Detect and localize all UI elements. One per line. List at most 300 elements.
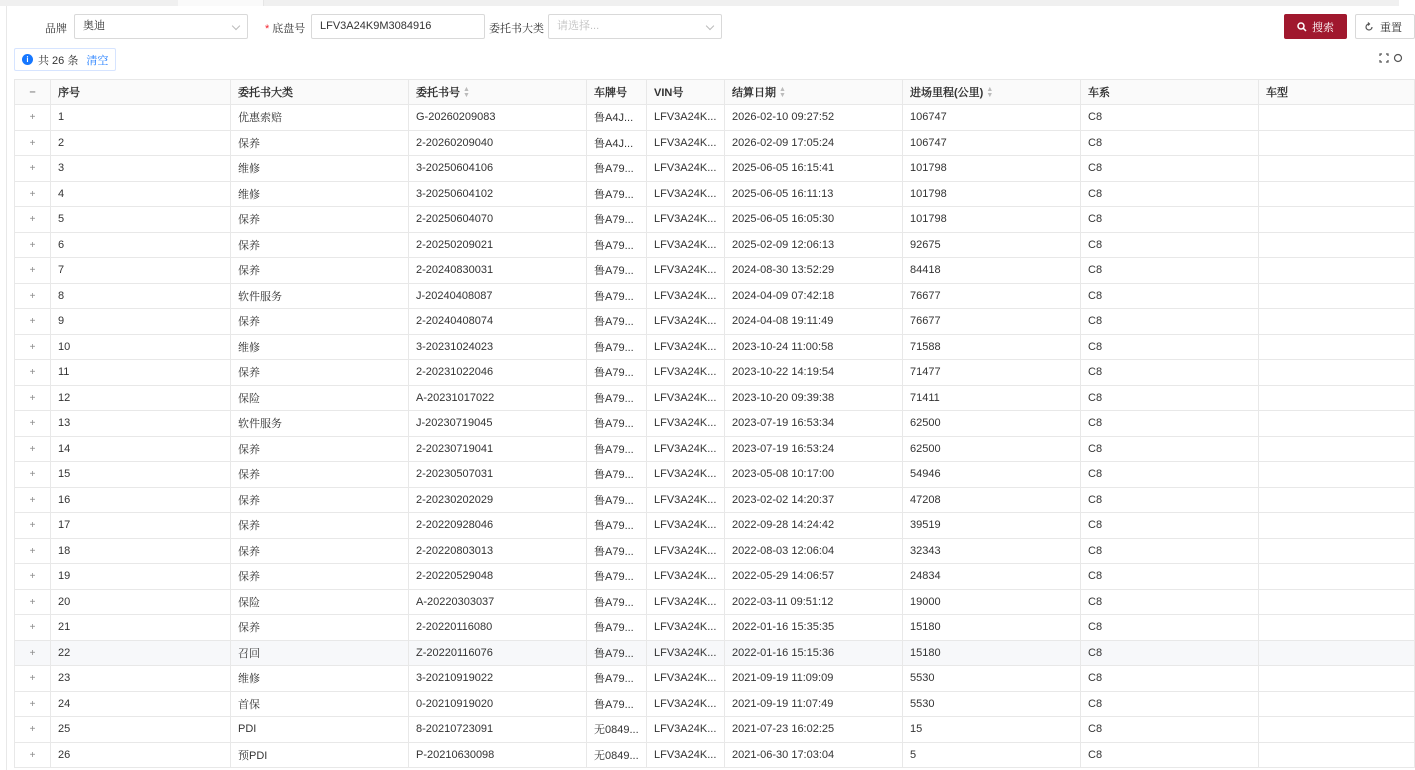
cell-mileage: 62500 (903, 436, 1081, 462)
cell-plate: 鲁A79... (587, 691, 647, 717)
cell-mileage: 106747 (903, 105, 1081, 131)
cell-mileage: 84418 (903, 258, 1081, 284)
table-row[interactable] (15, 538, 1415, 564)
plus-icon[interactable]: + (29, 265, 36, 277)
cell-category: 保养 (231, 309, 409, 335)
fullscreen-icon[interactable] (1379, 53, 1389, 63)
cell-order-no: 8-20210723091 (409, 717, 587, 743)
cell-order-no: 2-20240830031 (409, 258, 587, 284)
reset-icon (1364, 22, 1374, 32)
row-expand-toggle[interactable] (15, 691, 51, 717)
cell-category: 保险 (231, 385, 409, 411)
col-seq: 序号 (51, 80, 231, 105)
cell-category: 维修 (231, 334, 409, 360)
plus-icon[interactable]: + (29, 392, 36, 404)
page (6, 6, 1402, 770)
cell-mileage: 101798 (903, 181, 1081, 207)
cell-category: 保养 (231, 487, 409, 513)
table-row[interactable] (15, 232, 1415, 258)
cell-settle-date: 2023-10-24 11:00:58 (725, 334, 903, 360)
cell-settle-date: 2022-09-28 14:24:42 (725, 513, 903, 539)
cell-series: C8 (1081, 640, 1259, 666)
cell-series: C8 (1081, 207, 1259, 233)
cell-category: 维修 (231, 666, 409, 692)
cell-seq: 10 (51, 334, 231, 360)
row-expand-toggle[interactable] (15, 742, 51, 768)
plus-icon[interactable]: + (29, 239, 36, 251)
table-row[interactable] (15, 334, 1415, 360)
plus-icon[interactable]: + (29, 724, 36, 736)
cell-settle-date: 2022-05-29 14:06:57 (725, 564, 903, 590)
table-row[interactable] (15, 156, 1415, 182)
plus-icon[interactable]: + (29, 545, 36, 557)
cell-mileage: 71411 (903, 385, 1081, 411)
cell-seq: 3 (51, 156, 231, 182)
table-row[interactable] (15, 487, 1415, 513)
cell-settle-date: 2024-08-30 13:52:29 (725, 258, 903, 284)
cell-mileage: 71477 (903, 360, 1081, 386)
cell-plate: 鲁A79... (587, 258, 647, 284)
row-expand-toggle[interactable] (15, 385, 51, 411)
cell-mileage: 5530 (903, 666, 1081, 692)
plus-icon[interactable]: + (29, 214, 36, 226)
cell-plate: 鲁A79... (587, 207, 647, 233)
cell-mileage: 106747 (903, 130, 1081, 156)
cell-seq: 11 (51, 360, 231, 386)
cell-model (1259, 436, 1415, 462)
row-expand-toggle[interactable] (15, 283, 51, 309)
cell-order-no: G-20260209083 (409, 105, 587, 131)
cell-category: 软件服务 (231, 283, 409, 309)
cell-settle-date: 2023-10-20 09:39:38 (725, 385, 903, 411)
cell-mileage: 19000 (903, 589, 1081, 615)
cell-plate: 鲁A79... (587, 283, 647, 309)
cell-seq: 14 (51, 436, 231, 462)
table-row[interactable] (15, 411, 1415, 437)
cell-category: 保养 (231, 207, 409, 233)
cell-plate: 无0849... (587, 717, 647, 743)
col-order-no[interactable] (409, 80, 587, 105)
sort-icon[interactable]: ▲ ▼ (779, 86, 786, 100)
row-expand-toggle[interactable] (15, 181, 51, 207)
cell-settle-date: 2025-06-05 16:15:41 (725, 156, 903, 182)
brand-value: 奥迪 (83, 20, 105, 32)
search-icon (1297, 22, 1307, 32)
cell-vin: LFV3A24K... (647, 513, 725, 539)
table-row[interactable] (15, 309, 1415, 335)
plus-icon[interactable]: + (29, 367, 36, 379)
cell-order-no: A-20220303037 (409, 589, 587, 615)
cell-plate: 鲁A79... (587, 640, 647, 666)
cell-settle-date: 2022-01-16 15:35:35 (725, 615, 903, 641)
table-row[interactable] (15, 258, 1415, 284)
row-expand-toggle[interactable] (15, 156, 51, 182)
cell-mileage: 5 (903, 742, 1081, 768)
cell-model (1259, 564, 1415, 590)
cell-plate: 鲁A4J... (587, 130, 647, 156)
cell-order-no: 2-20250209021 (409, 232, 587, 258)
table-row[interactable] (15, 742, 1415, 768)
cell-model (1259, 309, 1415, 335)
cell-settle-date: 2023-07-19 16:53:34 (725, 411, 903, 437)
cell-order-no: 2-20220529048 (409, 564, 587, 590)
plus-icon[interactable]: + (29, 112, 36, 124)
cell-mileage: 76677 (903, 309, 1081, 335)
cell-seq: 18 (51, 538, 231, 564)
row-expand-toggle[interactable] (15, 615, 51, 641)
cell-settle-date: 2021-07-23 16:02:25 (725, 717, 903, 743)
cell-category: 软件服务 (231, 411, 409, 437)
cell-settle-date: 2024-04-09 07:42:18 (725, 283, 903, 309)
row-expand-toggle[interactable] (15, 207, 51, 233)
cell-order-no: 2-20230507031 (409, 462, 587, 488)
plus-icon[interactable]: + (29, 647, 36, 659)
col-mileage[interactable] (903, 80, 1081, 105)
cell-seq: 2 (51, 130, 231, 156)
cell-vin: LFV3A24K... (647, 436, 725, 462)
cell-model (1259, 156, 1415, 182)
cell-model (1259, 615, 1415, 641)
plus-icon[interactable]: + (29, 520, 36, 532)
cell-order-no: 2-20240408074 (409, 309, 587, 335)
cell-series: C8 (1081, 258, 1259, 284)
clear-link[interactable]: 清空 (86, 54, 109, 67)
filter-bar (7, 14, 1400, 40)
cell-order-no: 2-20230202029 (409, 487, 587, 513)
cell-vin: LFV3A24K... (647, 411, 725, 437)
cell-plate: 鲁A79... (587, 436, 647, 462)
table-row[interactable] (15, 462, 1415, 488)
cell-series: C8 (1081, 385, 1259, 411)
category-placeholder: 请选择... (557, 20, 600, 32)
chevron-down-icon (232, 22, 240, 30)
cell-plate: 无0849... (587, 742, 647, 768)
cell-model (1259, 462, 1415, 488)
cell-settle-date: 2025-06-05 16:05:30 (725, 207, 903, 233)
cell-series: C8 (1081, 615, 1259, 641)
info-icon: i (22, 54, 33, 65)
cell-mileage: 47208 (903, 487, 1081, 513)
row-expand-toggle[interactable] (15, 564, 51, 590)
cell-plate: 鲁A79... (587, 334, 647, 360)
cell-seq: 26 (51, 742, 231, 768)
cell-seq: 8 (51, 283, 231, 309)
cell-settle-date: 2023-05-08 10:17:00 (725, 462, 903, 488)
cell-mileage: 71588 (903, 334, 1081, 360)
category-label: 委托书大类 (489, 23, 544, 35)
cell-settle-date: 2026-02-09 17:05:24 (725, 130, 903, 156)
cell-settle-date: 2025-06-05 16:11:13 (725, 181, 903, 207)
cell-mileage: 24834 (903, 564, 1081, 590)
col-model: 车型 (1259, 80, 1415, 105)
row-expand-toggle[interactable] (15, 640, 51, 666)
cell-model (1259, 360, 1415, 386)
cell-seq: 6 (51, 232, 231, 258)
plus-icon[interactable]: + (29, 698, 36, 710)
cell-vin: LFV3A24K... (647, 691, 725, 717)
cell-category: 保养 (231, 513, 409, 539)
cell-mileage: 15 (903, 717, 1081, 743)
row-expand-toggle[interactable] (15, 487, 51, 513)
col-settle-date[interactable] (725, 80, 903, 105)
plus-icon[interactable]: + (29, 622, 36, 634)
cell-order-no: 2-20220803013 (409, 538, 587, 564)
table-row[interactable] (15, 513, 1415, 539)
cell-vin: LFV3A24K... (647, 334, 725, 360)
plus-icon[interactable]: + (29, 137, 36, 149)
table-row[interactable] (15, 283, 1415, 309)
cell-settle-date: 2023-02-02 14:20:37 (725, 487, 903, 513)
cell-series: C8 (1081, 232, 1259, 258)
plus-icon[interactable]: + (29, 418, 36, 430)
cell-vin: LFV3A24K... (647, 181, 725, 207)
cell-category: 保养 (231, 538, 409, 564)
cell-vin: LFV3A24K... (647, 487, 725, 513)
cell-settle-date: 2023-10-22 14:19:54 (725, 360, 903, 386)
cell-vin: LFV3A24K... (647, 589, 725, 615)
cell-order-no: 0-20210919020 (409, 691, 587, 717)
cell-series: C8 (1081, 462, 1259, 488)
cell-order-no: 3-20231024023 (409, 334, 587, 360)
cell-seq: 7 (51, 258, 231, 284)
cell-mileage: 92675 (903, 232, 1081, 258)
row-expand-toggle[interactable] (15, 130, 51, 156)
search-button[interactable] (1284, 14, 1347, 39)
cell-order-no: 2-20260209040 (409, 130, 587, 156)
plus-icon[interactable]: + (29, 290, 36, 302)
row-expand-toggle[interactable] (15, 105, 51, 131)
plus-icon[interactable]: + (29, 469, 36, 481)
records-table (14, 79, 1415, 768)
cell-vin: LFV3A24K... (647, 105, 725, 131)
plus-icon[interactable]: + (29, 316, 36, 328)
cell-series: C8 (1081, 691, 1259, 717)
table-tools (1379, 53, 1399, 63)
col-category: 委托书大类 (231, 80, 409, 105)
table-row[interactable] (15, 666, 1415, 692)
col-order-no-label: 委托书号 (416, 87, 460, 99)
cell-seq: 25 (51, 717, 231, 743)
reset-button[interactable] (1355, 14, 1415, 39)
plus-icon[interactable]: + (29, 749, 36, 761)
cell-series: C8 (1081, 564, 1259, 590)
cell-model (1259, 411, 1415, 437)
cell-vin: LFV3A24K... (647, 564, 725, 590)
table-row[interactable] (15, 589, 1415, 615)
settings-icon[interactable] (1393, 53, 1399, 63)
chevron-down-icon (706, 22, 714, 30)
cell-plate: 鲁A79... (587, 411, 647, 437)
cell-mileage: 101798 (903, 156, 1081, 182)
plus-icon[interactable]: + (29, 163, 36, 175)
cell-mileage: 39519 (903, 513, 1081, 539)
table-row[interactable] (15, 207, 1415, 233)
table-row[interactable] (15, 564, 1415, 590)
cell-mileage: 15180 (903, 640, 1081, 666)
cell-order-no: 2-20230719041 (409, 436, 587, 462)
row-expand-toggle[interactable] (15, 589, 51, 615)
row-expand-toggle[interactable] (15, 258, 51, 284)
cell-seq: 9 (51, 309, 231, 335)
cell-plate: 鲁A79... (587, 181, 647, 207)
cell-model (1259, 538, 1415, 564)
cell-category: 保养 (231, 615, 409, 641)
cell-series: C8 (1081, 309, 1259, 335)
table-row[interactable] (15, 385, 1415, 411)
cell-vin: LFV3A24K... (647, 207, 725, 233)
cell-vin: LFV3A24K... (647, 462, 725, 488)
row-expand-toggle[interactable] (15, 717, 51, 743)
table-body (15, 105, 1415, 768)
plus-icon[interactable]: + (29, 494, 36, 506)
cell-series: C8 (1081, 181, 1259, 207)
chassis-input[interactable]: LFV3A24K9M3084916 (311, 14, 485, 39)
cell-seq: 21 (51, 615, 231, 641)
sort-icon[interactable]: ▲ ▼ (986, 86, 994, 100)
row-expand-toggle[interactable] (15, 232, 51, 258)
chassis-label (265, 20, 305, 36)
cell-seq: 13 (51, 411, 231, 437)
cell-category: 保养 (231, 360, 409, 386)
cell-model (1259, 691, 1415, 717)
row-expand-toggle[interactable] (15, 309, 51, 335)
cell-model (1259, 717, 1415, 743)
cell-series: C8 (1081, 436, 1259, 462)
cell-order-no: 2-20220116080 (409, 615, 587, 641)
cell-settle-date: 2021-09-19 11:09:09 (725, 666, 903, 692)
table-row[interactable] (15, 130, 1415, 156)
cell-vin: LFV3A24K... (647, 666, 725, 692)
cell-vin: LFV3A24K... (647, 640, 725, 666)
cell-plate: 鲁A79... (587, 538, 647, 564)
cell-plate: 鲁A79... (587, 156, 647, 182)
cell-seq: 15 (51, 462, 231, 488)
cell-series: C8 (1081, 589, 1259, 615)
table-header-row (15, 80, 1415, 105)
cell-series: C8 (1081, 742, 1259, 768)
cell-order-no: A-20231017022 (409, 385, 587, 411)
table-row[interactable] (15, 436, 1415, 462)
cell-series: C8 (1081, 666, 1259, 692)
search-button-label: 搜索 (1312, 21, 1334, 34)
cell-category: 预PDI (231, 742, 409, 768)
plus-icon[interactable]: + (29, 673, 36, 685)
col-mileage-label: 进场里程(公里) (910, 87, 984, 99)
cell-vin: LFV3A24K... (647, 360, 725, 386)
cell-seq: 5 (51, 207, 231, 233)
cell-model (1259, 742, 1415, 768)
plus-icon[interactable]: + (29, 571, 36, 583)
cell-category: 维修 (231, 181, 409, 207)
cell-category: 保险 (231, 589, 409, 615)
plus-icon[interactable]: + (29, 341, 36, 353)
cell-model (1259, 334, 1415, 360)
cell-seq: 23 (51, 666, 231, 692)
row-expand-toggle[interactable] (15, 411, 51, 437)
cell-vin: LFV3A24K... (647, 538, 725, 564)
cell-category: 保养 (231, 130, 409, 156)
cell-category: 保养 (231, 462, 409, 488)
cell-category: 召回 (231, 640, 409, 666)
cell-model (1259, 258, 1415, 284)
cell-order-no: 2-20231022046 (409, 360, 587, 386)
cell-seq: 20 (51, 589, 231, 615)
col-series: 车系 (1081, 80, 1259, 105)
row-expand-toggle[interactable] (15, 436, 51, 462)
col-vin: VIN号 (647, 80, 725, 105)
cell-settle-date: 2022-03-11 09:51:12 (725, 589, 903, 615)
brand-select[interactable] (74, 14, 248, 39)
table-row[interactable] (15, 360, 1415, 386)
row-expand-toggle[interactable] (15, 360, 51, 386)
cell-seq: 22 (51, 640, 231, 666)
table-row[interactable] (15, 691, 1415, 717)
cell-vin: LFV3A24K... (647, 156, 725, 182)
cell-category: 维修 (231, 156, 409, 182)
cell-seq: 4 (51, 181, 231, 207)
cell-series: C8 (1081, 411, 1259, 437)
cell-vin: LFV3A24K... (647, 258, 725, 284)
plus-icon[interactable]: + (29, 188, 36, 200)
cell-settle-date: 2022-01-16 15:15:36 (725, 640, 903, 666)
brand-label: 品牌 (45, 23, 67, 35)
cell-plate: 鲁A79... (587, 309, 647, 335)
cell-vin: LFV3A24K... (647, 309, 725, 335)
row-expand-toggle[interactable] (15, 538, 51, 564)
cell-category: 优惠索赔 (231, 105, 409, 131)
cell-order-no: 2-20220928046 (409, 513, 587, 539)
row-expand-toggle[interactable] (15, 334, 51, 360)
sort-icon[interactable]: ▲ ▼ (463, 86, 470, 100)
plus-icon[interactable]: + (29, 596, 36, 608)
row-expand-toggle[interactable] (15, 666, 51, 692)
row-expand-toggle[interactable] (15, 462, 51, 488)
table-row[interactable] (15, 640, 1415, 666)
cell-order-no: J-20240408087 (409, 283, 587, 309)
plus-icon[interactable]: + (29, 443, 36, 455)
table-row[interactable] (15, 717, 1415, 743)
cell-seq: 17 (51, 513, 231, 539)
required-mark: * (265, 23, 270, 35)
cell-model (1259, 640, 1415, 666)
cell-series: C8 (1081, 538, 1259, 564)
cell-vin: LFV3A24K... (647, 742, 725, 768)
cell-mileage: 32343 (903, 538, 1081, 564)
cell-plate: 鲁A79... (587, 360, 647, 386)
cell-plate: 鲁A79... (587, 513, 647, 539)
cell-series: C8 (1081, 283, 1259, 309)
row-expand-toggle[interactable] (15, 513, 51, 539)
cell-category: 保养 (231, 436, 409, 462)
result-summary (14, 48, 116, 71)
cell-series: C8 (1081, 360, 1259, 386)
cell-model (1259, 283, 1415, 309)
col-settle-date-label: 结算日期 (732, 87, 776, 99)
cell-settle-date: 2026-02-10 09:27:52 (725, 105, 903, 131)
cell-series: C8 (1081, 717, 1259, 743)
category-select[interactable] (548, 14, 722, 39)
cell-series: C8 (1081, 156, 1259, 182)
cell-seq: 16 (51, 487, 231, 513)
cell-category: 保养 (231, 258, 409, 284)
table-row[interactable] (15, 615, 1415, 641)
cell-model (1259, 385, 1415, 411)
collapse-all-toggle[interactable]: – (15, 80, 51, 105)
cell-series: C8 (1081, 105, 1259, 131)
total-count: 共 26 条 (38, 54, 79, 67)
table-row[interactable] (15, 181, 1415, 207)
table-row[interactable] (15, 105, 1415, 131)
